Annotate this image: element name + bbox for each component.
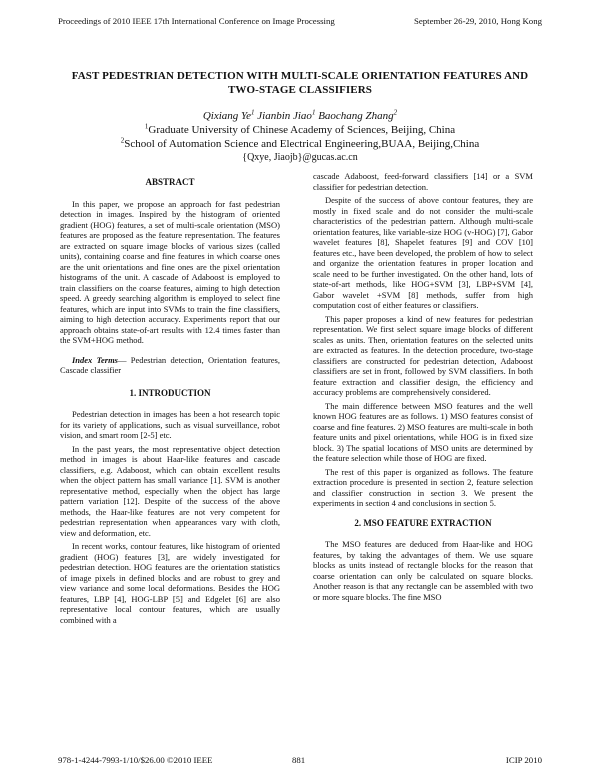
intro-paragraph-2: In the past years, the most representative object detection method in images is about Haar-like features and cascade classifiers, e.g. Adaboost, which can obtain excellent results when the object pattern has small variance [1]. SVM is another representative method, especially when the object has large pattern variation [12]. Despite of the success of the above methods, the Haar-like features are not very competent for pedestrian representation when appearances vary with cloth, view and deformation, etc. (60, 443, 280, 538)
introduction-heading: 1. INTRODUCTION (129, 387, 211, 398)
index-terms-text: — Pedestrian detection, Orientation features, Cascade classifier (60, 354, 280, 375)
left-column (60, 177, 280, 628)
author-3: Baochang Zhang (315, 110, 394, 122)
abstract-heading: ABSTRACT (145, 177, 195, 187)
right-paragraph-3: The main difference between MSO features and the well known HOG features are as follows. 1) MSO features consist of coarse and fine features. 2) MSO features are multi-scale in both feature units and pixel orientations, while HOG is in fixed size block. 3) The spatial locations of MSO units are determined by the feature selection while those of HOG are fixed. (313, 400, 533, 463)
affiliation-1-sup: 1 (144, 122, 149, 131)
right-column (313, 171, 533, 605)
affiliation-2-text: School of Automation Science and Electrical Engineering,BUAA, Beijing,China (124, 138, 480, 150)
section-2-heading: 2. MSO FEATURE EXTRACTION (354, 517, 492, 528)
author-1-sup: 1 (251, 108, 255, 117)
author-email: {Qxye, Jiaojb}@gucas.ac.cn (242, 152, 358, 163)
title-line-2: TWO-STAGE CLASSIFIERS (227, 84, 373, 96)
affiliation-1 (0, 124, 600, 136)
right-paragraph-0: cascade Adaboost, feed-forward classifiers [14] or a SVM classifier for pedestrian detection. (313, 171, 533, 192)
affiliation-2-sup: 2 (120, 136, 125, 145)
intro-paragraph-1: Pedestrian detection in images has been a hot research topic for its variety of applications, such as visual surveillance, robot vision, and smart room [2-5] etc. (60, 409, 280, 440)
right-paragraph-1: Despite of the success of above contour features, they are mostly in fixed scale and do not consider the multi-scale characteristics of the pedestrian pattern. Although multi-scale orientation features, like variable-size HOG (v-HOG) [7], Gabor wavelet features [8], Shapelet features [9] and COV [10] features etc., have been developed, the problem of how to select and organize the orientation features in proper location and scale need to be further investigated. On the other hand, lots of state-of-art methods, like HOG+SVM [3], LBP+SVM [4], Gabor wavelet +SVM [8] methods, suffer from high computation cost of either features or classifiers. (313, 195, 533, 310)
footer-page-number: 881 (292, 755, 306, 765)
author-2-sup: 1 (311, 108, 316, 117)
footer-isbn: 978-1-4244-7993-1/10/$26.00 ©2010 IEEE (58, 755, 213, 765)
author-list (0, 110, 600, 122)
author-3-sup: 2 (393, 108, 398, 117)
affiliation-2 (0, 138, 600, 150)
paper-title (50, 69, 550, 97)
index-terms (60, 355, 280, 376)
right-paragraph-2: This paper proposes a kind of new features for pedestrian representation. We first select square image blocks of different scales as units. Then, orientation features on the selected units are extracted as features. In the detection procedure, two-stage classifiers are constructed for pedestrian detection, Adaboost classifiers are set in front, followed by SVM classifiers. In both feature extraction and classifier design, the efficiency and accuracy problems are comprehensively considered. (313, 313, 533, 397)
title-line-1: FAST PEDESTRIAN DETECTION WITH MULTI-SCALE ORIENTATION FEATURES AND (71, 70, 529, 82)
author-1: Qixiang Ye (202, 110, 251, 122)
intro-paragraph-3: In recent works, contour features, like histogram of oriented gradient (HOG) features [3], are widely investigated for pedestrian detection. HOG features are the orientation statistics of image pixels in defined blocks and are robust to grey and view variance and some local deformations. Besides the HOG features, LBP [4], HOG-LBP [5] and Edgelet [6] are also representative local contour features, which are usually combined with a (60, 541, 280, 625)
footer-conference: ICIP 2010 (505, 755, 542, 765)
abstract-text: In this paper, we propose an approach for fast pedestrian detection in images. Inspired by the histogram of oriented gradient (HOG) features, a set of multi-scale orientation (MSO) features are proposed as the feature representation. The features are extracted on square image blocks of various sizes (called units), containing coarse and fine features in which coarse ones are the unit orientations and fine ones are the pixel orientation histograms of the unit. A cascade of Adaboost is employed to train classifiers on the coarse features, aiming to high detection speed. A greedy searching algorithm is employed to select fine features, which are input into SVMs to train the fine classifiers, aiming to high detection accuracy. Experiments report that our approach obtains state-of-art results with 12.4 times faster than the SVM+HOG method. (60, 198, 280, 345)
running-header-right: September 26-29, 2010, Hong Kong (413, 16, 542, 26)
index-terms-label: Index Terms (72, 354, 118, 365)
author-2: Jianbin Jiao (254, 110, 312, 122)
right-paragraph-5: The MSO features are deduced from Haar-like and HOG features, by taking the advantages of them. We use square blocks as units instead of rectangle blocks for the reason that coarse orientation can only be calculated on square blocks. Another reason is that any rectangle can be assembled with two or more square blocks. The fine MSO (313, 539, 533, 602)
affiliation-1-text: Graduate University of Chinese Academy of Sciences, Beijing, China (148, 124, 456, 136)
running-header-left: Proceedings of 2010 IEEE 17th International Conference on Image Processing (58, 16, 335, 26)
right-paragraph-4: The rest of this paper is organized as follows. The feature extraction procedure is presented in section 2, feature selection and classifier construction in section 3. We present the experiments in section 4 and conclusions in section 5. (313, 466, 533, 508)
